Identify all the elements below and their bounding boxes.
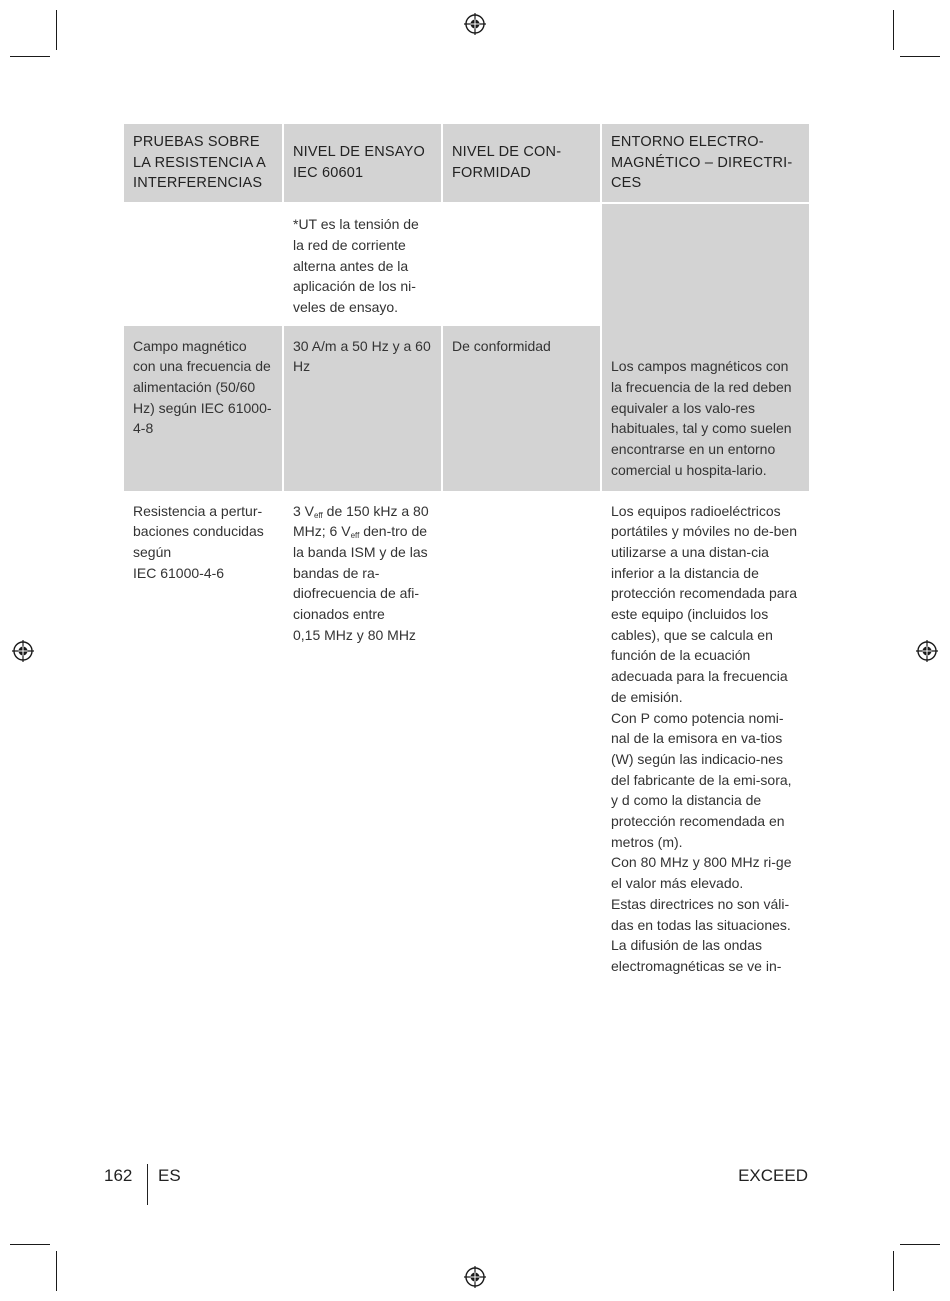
level-text: 3 V bbox=[293, 502, 315, 519]
subscript: eff bbox=[350, 531, 360, 541]
emc-immunity-table bbox=[124, 124, 809, 987]
table-cell-compliance: De conformidad bbox=[442, 326, 601, 491]
crop-mark bbox=[10, 56, 50, 57]
table-cell-environment bbox=[601, 326, 809, 491]
environment-text: Con P como potencia nomi-nal de la emisora en va-tios (W) según las indicacio-nes del fabricante de la emi-sora, y d como la distancia de protección recomendada en metros (m). bbox=[611, 709, 792, 850]
table-cell bbox=[124, 203, 283, 326]
test-standard-text: IEC 61000-4-6 bbox=[133, 564, 225, 581]
environment-text: Estas directrices no son váli-das en todas las situaciones. bbox=[611, 895, 791, 933]
header-compliance-level: NIVEL DE CON-FORMIDAD bbox=[442, 124, 601, 203]
registration-mark-icon bbox=[916, 640, 938, 662]
crop-mark bbox=[900, 1244, 940, 1245]
subscript: eff bbox=[314, 510, 323, 520]
table-row bbox=[124, 491, 809, 987]
registration-mark-icon bbox=[12, 640, 34, 662]
level-text: den-tro de la banda ISM y de las bandas de ra-diofrecuencia de afi-cionados entre bbox=[293, 523, 428, 623]
crop-mark bbox=[893, 10, 894, 50]
table-row bbox=[124, 326, 809, 491]
header-test-level: NIVEL DE ENSAYO IEC 60601 bbox=[283, 124, 442, 203]
brand-name: EXCEED bbox=[738, 1166, 808, 1185]
registration-mark-icon bbox=[464, 1266, 486, 1288]
footer-divider bbox=[147, 1164, 148, 1205]
registration-mark-icon bbox=[464, 13, 486, 35]
header-test: PRUEBAS SOBRE LA RESISTENCIA A INTERFERENCIAS bbox=[124, 124, 283, 203]
crop-mark bbox=[10, 1244, 50, 1245]
table-cell-environment bbox=[601, 491, 809, 987]
table-cell-test: Campo magnético con una frecuencia de alimentación (50/60 Hz) según IEC 61000-4-8 bbox=[124, 326, 283, 491]
environment-text: Los campos magnéticos con la frecuencia de la red deben equivaler a los valo-res habituales, tal y como suelen encontrarse en un entorno comercial u hospita-lario. bbox=[611, 358, 792, 478]
table-cell bbox=[442, 203, 601, 326]
crop-mark bbox=[56, 10, 57, 50]
table-row bbox=[124, 203, 809, 326]
crop-mark bbox=[893, 1251, 894, 1291]
crop-mark bbox=[56, 1251, 57, 1291]
environment-text: La difusión de las ondas electromagnéticas se ve in- bbox=[611, 937, 782, 974]
table-cell-footnote: *UT es la tensión de la red de corriente alterna antes de la aplicación de los ni-veles de ensayo. bbox=[283, 203, 442, 326]
crop-mark bbox=[900, 56, 940, 57]
table-cell bbox=[442, 491, 601, 987]
language-code: ES bbox=[158, 1166, 181, 1185]
table-cell-test bbox=[124, 491, 283, 987]
level-text: 0,15 MHz y 80 MHz bbox=[293, 626, 416, 643]
header-environment: ENTORNO ELECTRO-MAGNÉTICO – DIRECTRI-CES bbox=[601, 124, 809, 203]
level-text: de 150 kHz a 80 MHz; 6 V bbox=[293, 502, 429, 540]
page-number: 162 bbox=[104, 1166, 133, 1185]
table-header-row bbox=[124, 124, 809, 203]
table-cell bbox=[601, 203, 809, 326]
test-name-text: Resistencia a pertur-baciones conducidas según bbox=[133, 502, 264, 560]
table-cell-level bbox=[283, 491, 442, 987]
environment-text: Los equipos radioeléctricos portátiles y móviles no de-ben utilizarse a una distan-cia inferior a la distancia de protección recomendada para este equipo (incluidos los cables), que se calcula en función de la ecuación adecuada para la frecuencia de emisión. bbox=[611, 502, 798, 705]
environment-text: Con 80 MHz y 800 MHz ri-ge el valor más elevado. bbox=[611, 854, 792, 892]
table-cell-level: 30 A/m a 50 Hz y a 60 Hz bbox=[283, 326, 442, 491]
